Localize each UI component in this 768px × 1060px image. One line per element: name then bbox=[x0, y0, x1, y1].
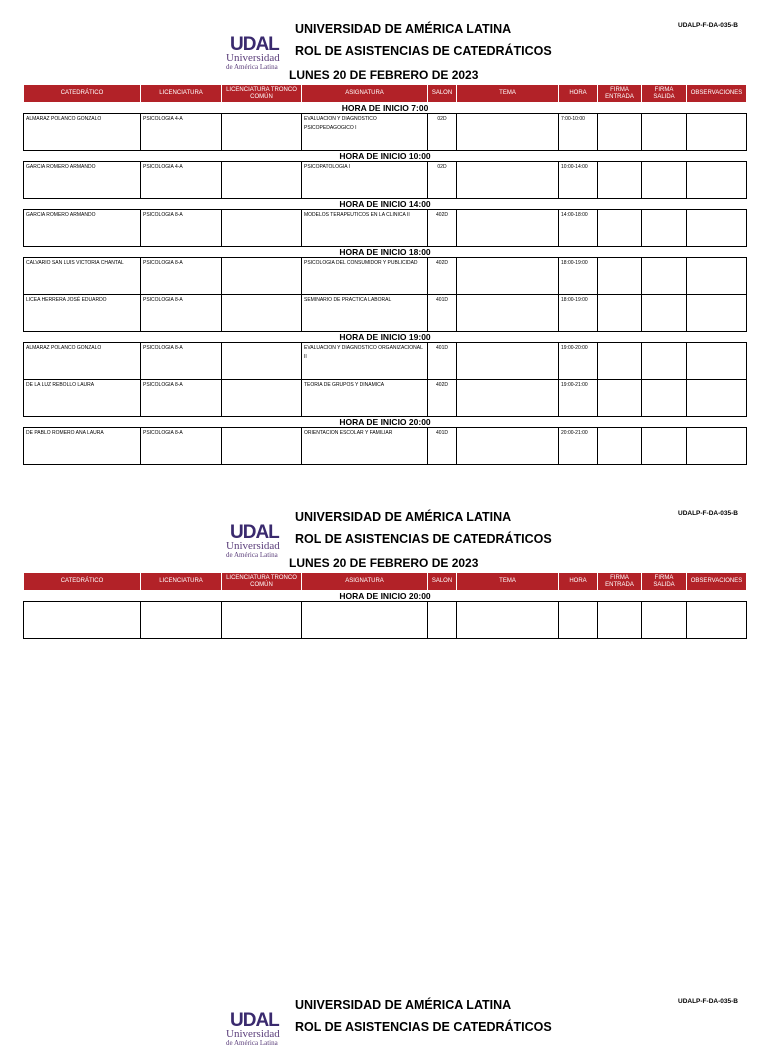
logo-line2: de América Latina bbox=[226, 63, 278, 71]
time-section-label: HORA DE INICIO 18:00 bbox=[339, 247, 431, 257]
page-header bbox=[0, 488, 768, 572]
cell-observaciones bbox=[687, 428, 747, 465]
cell-hora: 7:00-10:00 bbox=[559, 114, 598, 151]
cell-licenciatura: PSICOLOGIA 8-A bbox=[141, 258, 222, 295]
cell-observaciones bbox=[687, 162, 747, 199]
document-code: UDALP-F-DA-035-B bbox=[678, 22, 738, 29]
time-section-label: HORA DE INICIO 20:00 bbox=[339, 417, 431, 427]
cell-tema bbox=[457, 295, 559, 332]
cell-tronco-comun bbox=[222, 258, 302, 295]
logo-line1: Universidad bbox=[226, 540, 280, 552]
page-3 bbox=[0, 976, 768, 1047]
column-header-tema: TEMA bbox=[457, 573, 559, 591]
cell-salon: 401D bbox=[428, 343, 457, 380]
cell-hora: 18:00-19:00 bbox=[559, 295, 598, 332]
cell-asignatura: SEMINARIO DE PRACTICA LABORAL bbox=[302, 295, 428, 332]
page-1 bbox=[0, 0, 768, 436]
time-section-row bbox=[24, 417, 747, 428]
cell-catedratico bbox=[24, 602, 141, 639]
cell-hora bbox=[559, 602, 598, 639]
column-header-observaciones: OBSERVACIONES bbox=[687, 573, 747, 591]
cell-firma-entrada bbox=[598, 162, 642, 199]
cell-tema bbox=[457, 380, 559, 417]
cell-firma-salida bbox=[642, 210, 687, 247]
cell-firma-salida bbox=[642, 114, 687, 151]
university-name: UNIVERSIDAD DE AMÉRICA LATINA bbox=[295, 22, 512, 36]
cell-asignatura bbox=[302, 602, 428, 639]
column-header-catedratico: CATEDRÁTICO bbox=[24, 573, 141, 591]
cell-tronco-comun bbox=[222, 380, 302, 417]
table-row bbox=[24, 258, 747, 295]
cell-hora: 14:00-18:00 bbox=[559, 210, 598, 247]
time-section-row bbox=[24, 199, 747, 210]
cell-asignatura: PSICOPATOLOGIA I bbox=[302, 162, 428, 199]
cell-firma-entrada bbox=[598, 114, 642, 151]
table-row bbox=[24, 380, 747, 417]
document-date: LUNES 20 DE FEBRERO DE 2023 bbox=[289, 556, 479, 570]
document-date: LUNES 20 DE FEBRERO DE 2023 bbox=[289, 68, 479, 82]
column-header-catedratico: CATEDRÁTICO bbox=[24, 85, 141, 103]
cell-firma-entrada bbox=[598, 343, 642, 380]
cell-firma-salida bbox=[642, 428, 687, 465]
cell-tronco-comun bbox=[222, 343, 302, 380]
page-header bbox=[0, 0, 768, 84]
cell-firma-entrada bbox=[598, 380, 642, 417]
university-name: UNIVERSIDAD DE AMÉRICA LATINA bbox=[295, 998, 512, 1012]
cell-observaciones bbox=[687, 210, 747, 247]
logo-mark: UDAL bbox=[230, 522, 279, 543]
cell-licenciatura: PSICOLOGIA 8-A bbox=[141, 210, 222, 247]
attendance-table bbox=[23, 84, 747, 465]
logo-line1: Universidad bbox=[226, 1028, 280, 1040]
cell-observaciones bbox=[687, 258, 747, 295]
time-section-row bbox=[24, 103, 747, 114]
column-header-hora: HORA bbox=[559, 85, 598, 103]
table-row bbox=[24, 428, 747, 465]
cell-observaciones bbox=[687, 343, 747, 380]
udal-logo bbox=[226, 1012, 292, 1048]
cell-tronco-comun bbox=[222, 428, 302, 465]
cell-catedratico: ALMARAZ POLANCO GONZALO bbox=[24, 343, 141, 380]
logo-line2: de América Latina bbox=[226, 551, 278, 559]
cell-tronco-comun bbox=[222, 295, 302, 332]
column-header-asignatura: ASIGNATURA bbox=[302, 573, 428, 591]
cell-firma-salida bbox=[642, 343, 687, 380]
cell-tema bbox=[457, 343, 559, 380]
column-header-asignatura: ASIGNATURA bbox=[302, 85, 428, 103]
cell-observaciones bbox=[687, 602, 747, 639]
column-header-salon: SALON bbox=[428, 85, 457, 103]
table-row bbox=[24, 602, 747, 639]
cell-salon: 401D bbox=[428, 295, 457, 332]
column-header-licenciatura: LICENCIATURA bbox=[141, 85, 222, 103]
cell-hora: 19:00-21:00 bbox=[559, 380, 598, 417]
logo-mark: UDAL bbox=[230, 34, 279, 55]
cell-catedratico: GARCIA ROMERO ARMANDO bbox=[24, 210, 141, 247]
document-code: UDALP-F-DA-035-B bbox=[678, 510, 738, 517]
time-section-row bbox=[24, 247, 747, 258]
cell-catedratico: CALVARIO SAN LUIS VICTORIA CHANTAL bbox=[24, 258, 141, 295]
cell-salon: 402D bbox=[428, 210, 457, 247]
time-section-label: HORA DE INICIO 14:00 bbox=[339, 199, 431, 209]
udal-logo bbox=[226, 36, 292, 72]
cell-hora: 18:00-19:00 bbox=[559, 258, 598, 295]
cell-licenciatura: PSICOLOGIA 4-A bbox=[141, 114, 222, 151]
column-header-tema: TEMA bbox=[457, 85, 559, 103]
cell-catedratico: LICEA HERRERA JOSÉ EDUARDO bbox=[24, 295, 141, 332]
cell-salon: 02D bbox=[428, 114, 457, 151]
column-header-firma-salida: FIRMA SALIDA bbox=[642, 85, 687, 103]
time-section-label: HORA DE INICIO 20:00 bbox=[339, 591, 431, 601]
cell-tema bbox=[457, 210, 559, 247]
cell-tema bbox=[457, 114, 559, 151]
table-row bbox=[24, 162, 747, 199]
attendance-table bbox=[23, 572, 747, 639]
cell-salon: 401D bbox=[428, 428, 457, 465]
table-row bbox=[24, 343, 747, 380]
cell-observaciones bbox=[687, 380, 747, 417]
column-header-observaciones: OBSERVACIONES bbox=[687, 85, 747, 103]
cell-licenciatura bbox=[141, 602, 222, 639]
cell-licenciatura: PSICOLOGIA 8-A bbox=[141, 428, 222, 465]
column-header-firma-entrada: FIRMA ENTRADA bbox=[598, 85, 642, 103]
cell-firma-entrada bbox=[598, 258, 642, 295]
time-section-label: HORA DE INICIO 10:00 bbox=[339, 151, 431, 161]
cell-tronco-comun bbox=[222, 210, 302, 247]
cell-asignatura: EVALUACION Y DIAGNOSTICO ORGANIZACIONAL II bbox=[302, 343, 428, 380]
cell-licenciatura: PSICOLOGIA 8-A bbox=[141, 295, 222, 332]
column-header-tronco-comun: LICENCIATURA TRONCO COMÚN bbox=[222, 85, 302, 103]
column-header-firma-salida: FIRMA SALIDA bbox=[642, 573, 687, 591]
cell-asignatura: MODELOS TERAPEUTICOS EN LA CLINICA II bbox=[302, 210, 428, 247]
cell-asignatura: ORIENTACION ESCOLAR Y FAMILIAR bbox=[302, 428, 428, 465]
cell-catedratico: DE PABLO ROMERO ANA LAURA bbox=[24, 428, 141, 465]
cell-salon: 02D bbox=[428, 162, 457, 199]
table-row bbox=[24, 114, 747, 151]
cell-hora: 20:00-21:00 bbox=[559, 428, 598, 465]
cell-catedratico: GARCIA ROMERO ARMANDO bbox=[24, 162, 141, 199]
cell-licenciatura: PSICOLOGIA 4-A bbox=[141, 162, 222, 199]
cell-licenciatura: PSICOLOGIA 8-A bbox=[141, 343, 222, 380]
table-header-row bbox=[24, 573, 747, 591]
cell-asignatura: EVALUACION Y DIAGNOSTICO PSICOPEDAGOGICO I bbox=[302, 114, 428, 151]
time-section-row bbox=[24, 332, 747, 343]
column-header-licenciatura: LICENCIATURA bbox=[141, 573, 222, 591]
cell-tema bbox=[457, 428, 559, 465]
cell-tronco-comun bbox=[222, 114, 302, 151]
cell-firma-salida bbox=[642, 258, 687, 295]
page-2 bbox=[0, 488, 768, 628]
cell-salon bbox=[428, 602, 457, 639]
cell-firma-salida bbox=[642, 162, 687, 199]
table-header-row bbox=[24, 85, 747, 103]
cell-tema bbox=[457, 602, 559, 639]
column-header-firma-entrada: FIRMA ENTRADA bbox=[598, 573, 642, 591]
cell-firma-entrada bbox=[598, 602, 642, 639]
cell-catedratico: DE LA LUZ REBOLLO LAURA bbox=[24, 380, 141, 417]
table-row bbox=[24, 295, 747, 332]
document-title: ROL DE ASISTENCIAS DE CATEDRÁTICOS bbox=[295, 44, 552, 58]
cell-firma-entrada bbox=[598, 428, 642, 465]
document-title: ROL DE ASISTENCIAS DE CATEDRÁTICOS bbox=[295, 1020, 552, 1034]
table-row bbox=[24, 210, 747, 247]
document-code: UDALP-F-DA-035-B bbox=[678, 998, 738, 1005]
time-section-label: HORA DE INICIO 7:00 bbox=[341, 103, 429, 113]
cell-firma-salida bbox=[642, 295, 687, 332]
time-section-label: HORA DE INICIO 19:00 bbox=[339, 332, 431, 342]
cell-observaciones bbox=[687, 295, 747, 332]
logo-mark: UDAL bbox=[230, 1010, 279, 1031]
cell-licenciatura: PSICOLOGIA 8-A bbox=[141, 380, 222, 417]
cell-hora: 19:00-20:00 bbox=[559, 343, 598, 380]
time-section-row bbox=[24, 151, 747, 162]
column-header-hora: HORA bbox=[559, 573, 598, 591]
cell-tema bbox=[457, 162, 559, 199]
logo-line2: de América Latina bbox=[226, 1039, 278, 1047]
udal-logo bbox=[226, 524, 292, 560]
cell-observaciones bbox=[687, 114, 747, 151]
cell-tronco-comun bbox=[222, 162, 302, 199]
cell-firma-salida bbox=[642, 602, 687, 639]
cell-salon: 402D bbox=[428, 258, 457, 295]
cell-salon: 402D bbox=[428, 380, 457, 417]
logo-line1: Universidad bbox=[226, 52, 280, 64]
cell-firma-entrada bbox=[598, 210, 642, 247]
university-name: UNIVERSIDAD DE AMÉRICA LATINA bbox=[295, 510, 512, 524]
page-header bbox=[0, 976, 768, 1060]
document-title: ROL DE ASISTENCIAS DE CATEDRÁTICOS bbox=[295, 532, 552, 546]
column-header-tronco-comun: LICENCIATURA TRONCO COMÚN bbox=[222, 573, 302, 591]
cell-tronco-comun bbox=[222, 602, 302, 639]
cell-firma-entrada bbox=[598, 295, 642, 332]
cell-tema bbox=[457, 258, 559, 295]
cell-asignatura: PSICOLOGIA DEL CONSUMIDOR Y PUBLICIDAD bbox=[302, 258, 428, 295]
cell-hora: 10:00-14:00 bbox=[559, 162, 598, 199]
cell-firma-salida bbox=[642, 380, 687, 417]
column-header-salon: SALON bbox=[428, 573, 457, 591]
cell-catedratico: ALMARAZ POLANCO GONZALO bbox=[24, 114, 141, 151]
time-section-row bbox=[24, 591, 747, 602]
cell-asignatura: TEORIA DE GRUPOS Y DINAMICA bbox=[302, 380, 428, 417]
